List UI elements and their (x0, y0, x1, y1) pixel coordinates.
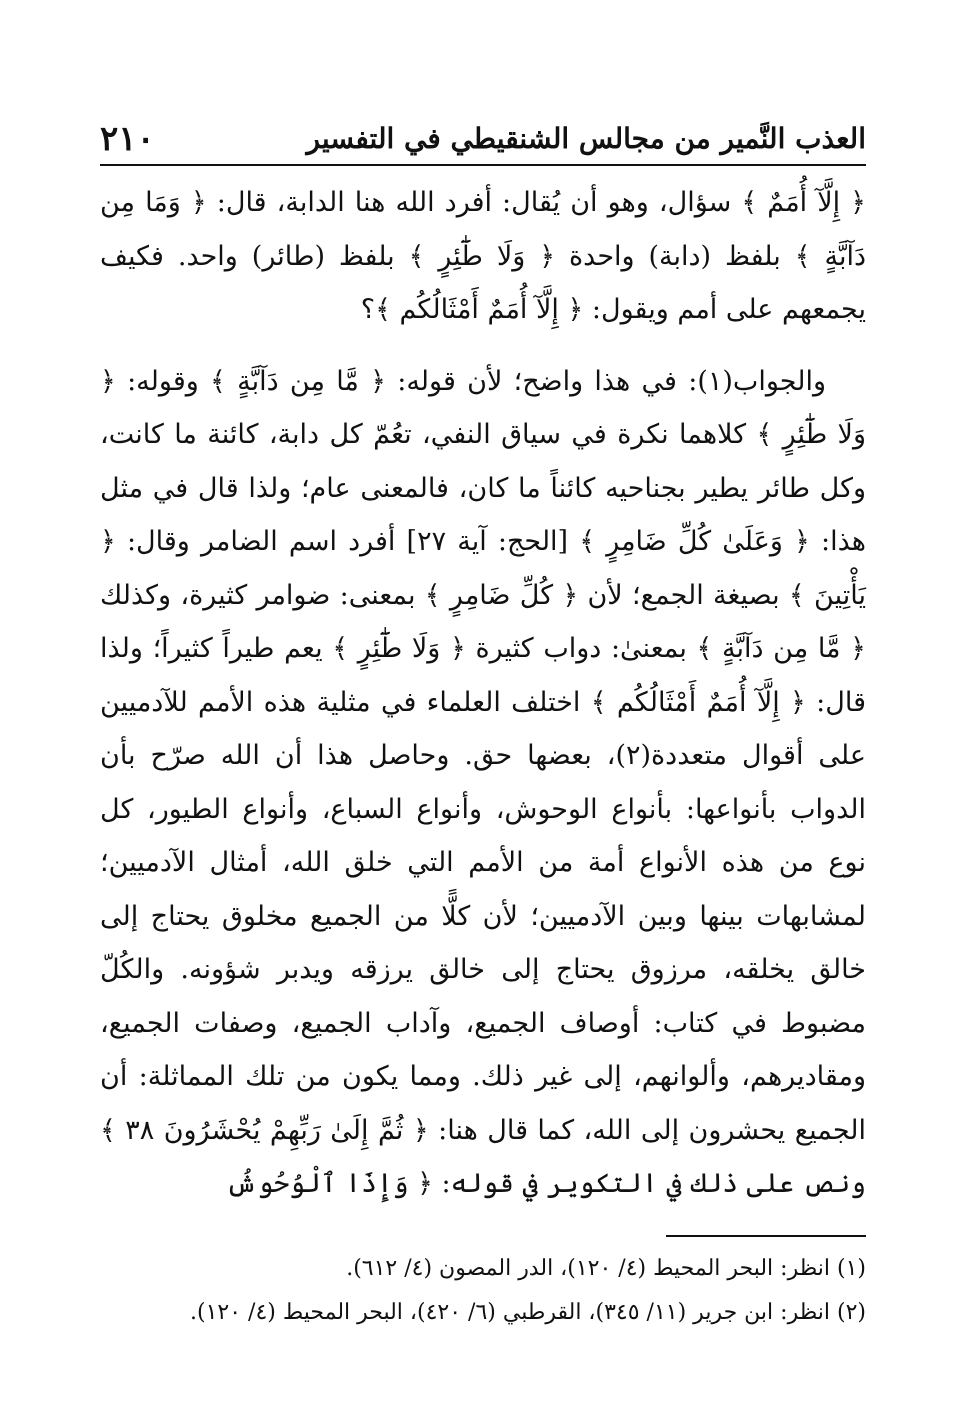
book-page (100, 112, 866, 1372)
main-text (100, 176, 866, 1211)
footnote-2: (٢) انظر: ابن جرير (١١/ ٣٤٥)، القرطبي (٦/ ٤٢٠)، البحر المحيط (٤/ ١٢٠). (190, 1299, 866, 1325)
paragraph-answer: والجواب(١): في هذا واضح؛ لأن قوله: ﴿ مَّا مِن دَآبَّةٍ ﴾ وقوله: ﴿ وَلَا طَٰٓئِرٍ ﴾ كلاهما نكرة في سياق النفي، تعُمّ كل دابة، كائنة ما كانت، وكل طائر يطير بجناحيه كائناً ما كان، فالمعنى عام؛ ولذا قال في مثل هذا: ﴿ وَعَلَىٰ كُلِّ ضَامِرٍ ﴾ [الحج: آية ٢٧] أفرد اسم الضامر وقال: ﴿ يَأْتِينَ ﴾ بصيغة الجمع؛ لأن ﴿ كُلِّ ضَامِرٍ ﴾ بمعنى: ضوامر كثيرة، وكذلك ﴿ مَّا مِن دَآبَّةٍ ﴾ بمعنىٰ: دواب كثيرة ﴿ وَلَا طَٰٓئِرٍ ﴾ يعم طيراً كثيراً؛ ولذا قال: ﴿ إِلَّآ أُمَمٌ أَمْثَالُكُم ﴾ اختلف العلماء في مثلية هذه الأمم للآدميين على أقوال متعددة(٢)، بعضها حق. وحاصل هذا أن الله صرّح بأن الدواب بأنواعها: بأنواع الوحوش، وأنواع السباع، وأنواع الطيور، كل نوع من هذه الأنواع أمة من الأمم التي خلق الله، أمثال الآدميين؛ لمشابهات بينها وبين الآدميين؛ لأن كلًّا من الجميع مخلوق يحتاج إلى خالق يخلقه، مرزوق يحتاج إلى خالق يرزقه ويدبر شؤونه. والكُلّ مضبوط في كتاب: أوصاف الجميع، وآداب الجميع، وصفات الجميع، ومقاديرهم، وألوانهم، إلى غير ذلك. ومما يكون من تلك المماثلة: أن الجميع يحشرون إلى الله، كما قال هنا: ﴿ ثُمَّ إِلَىٰ رَبِّهِمْ يُحْشَرُونَ ٣٨ ﴾ ونص على ذلك في التكوير في قوله: ﴿ وَإِذَا ٱلْوُحُوشُ (100, 365, 866, 1199)
paragraph-question: ﴿ إِلَّآ أُمَمٌ ﴾ سؤال، وهو أن يُقال: أفرد الله هنا الدابة، قال: ﴿ وَمَا مِن دَآبَّةٍ ﴾ بلفظ (دابة) واحدة ﴿ وَلَا طَٰٓئِرٍ ﴾ بلفظ (طائر) واحد. فكيف يجمعهم على أمم ويقول: ﴿ إِلَّآ أُمَمٌ أَمْثَالُكُم ﴾؟ (100, 187, 866, 325)
page-number: ٢١٠ (100, 119, 155, 159)
footnotes (100, 1247, 866, 1335)
footnote-divider (666, 1235, 866, 1237)
page-header (100, 112, 866, 166)
running-title: العذب النَّمير من مجالس الشنقيطي في التفسير (306, 122, 866, 155)
footnote-1: (١) انظر: البحر المحيط (٤/ ١٢٠)، الدر المصون (٤/ ٦١٢). (346, 1255, 866, 1281)
